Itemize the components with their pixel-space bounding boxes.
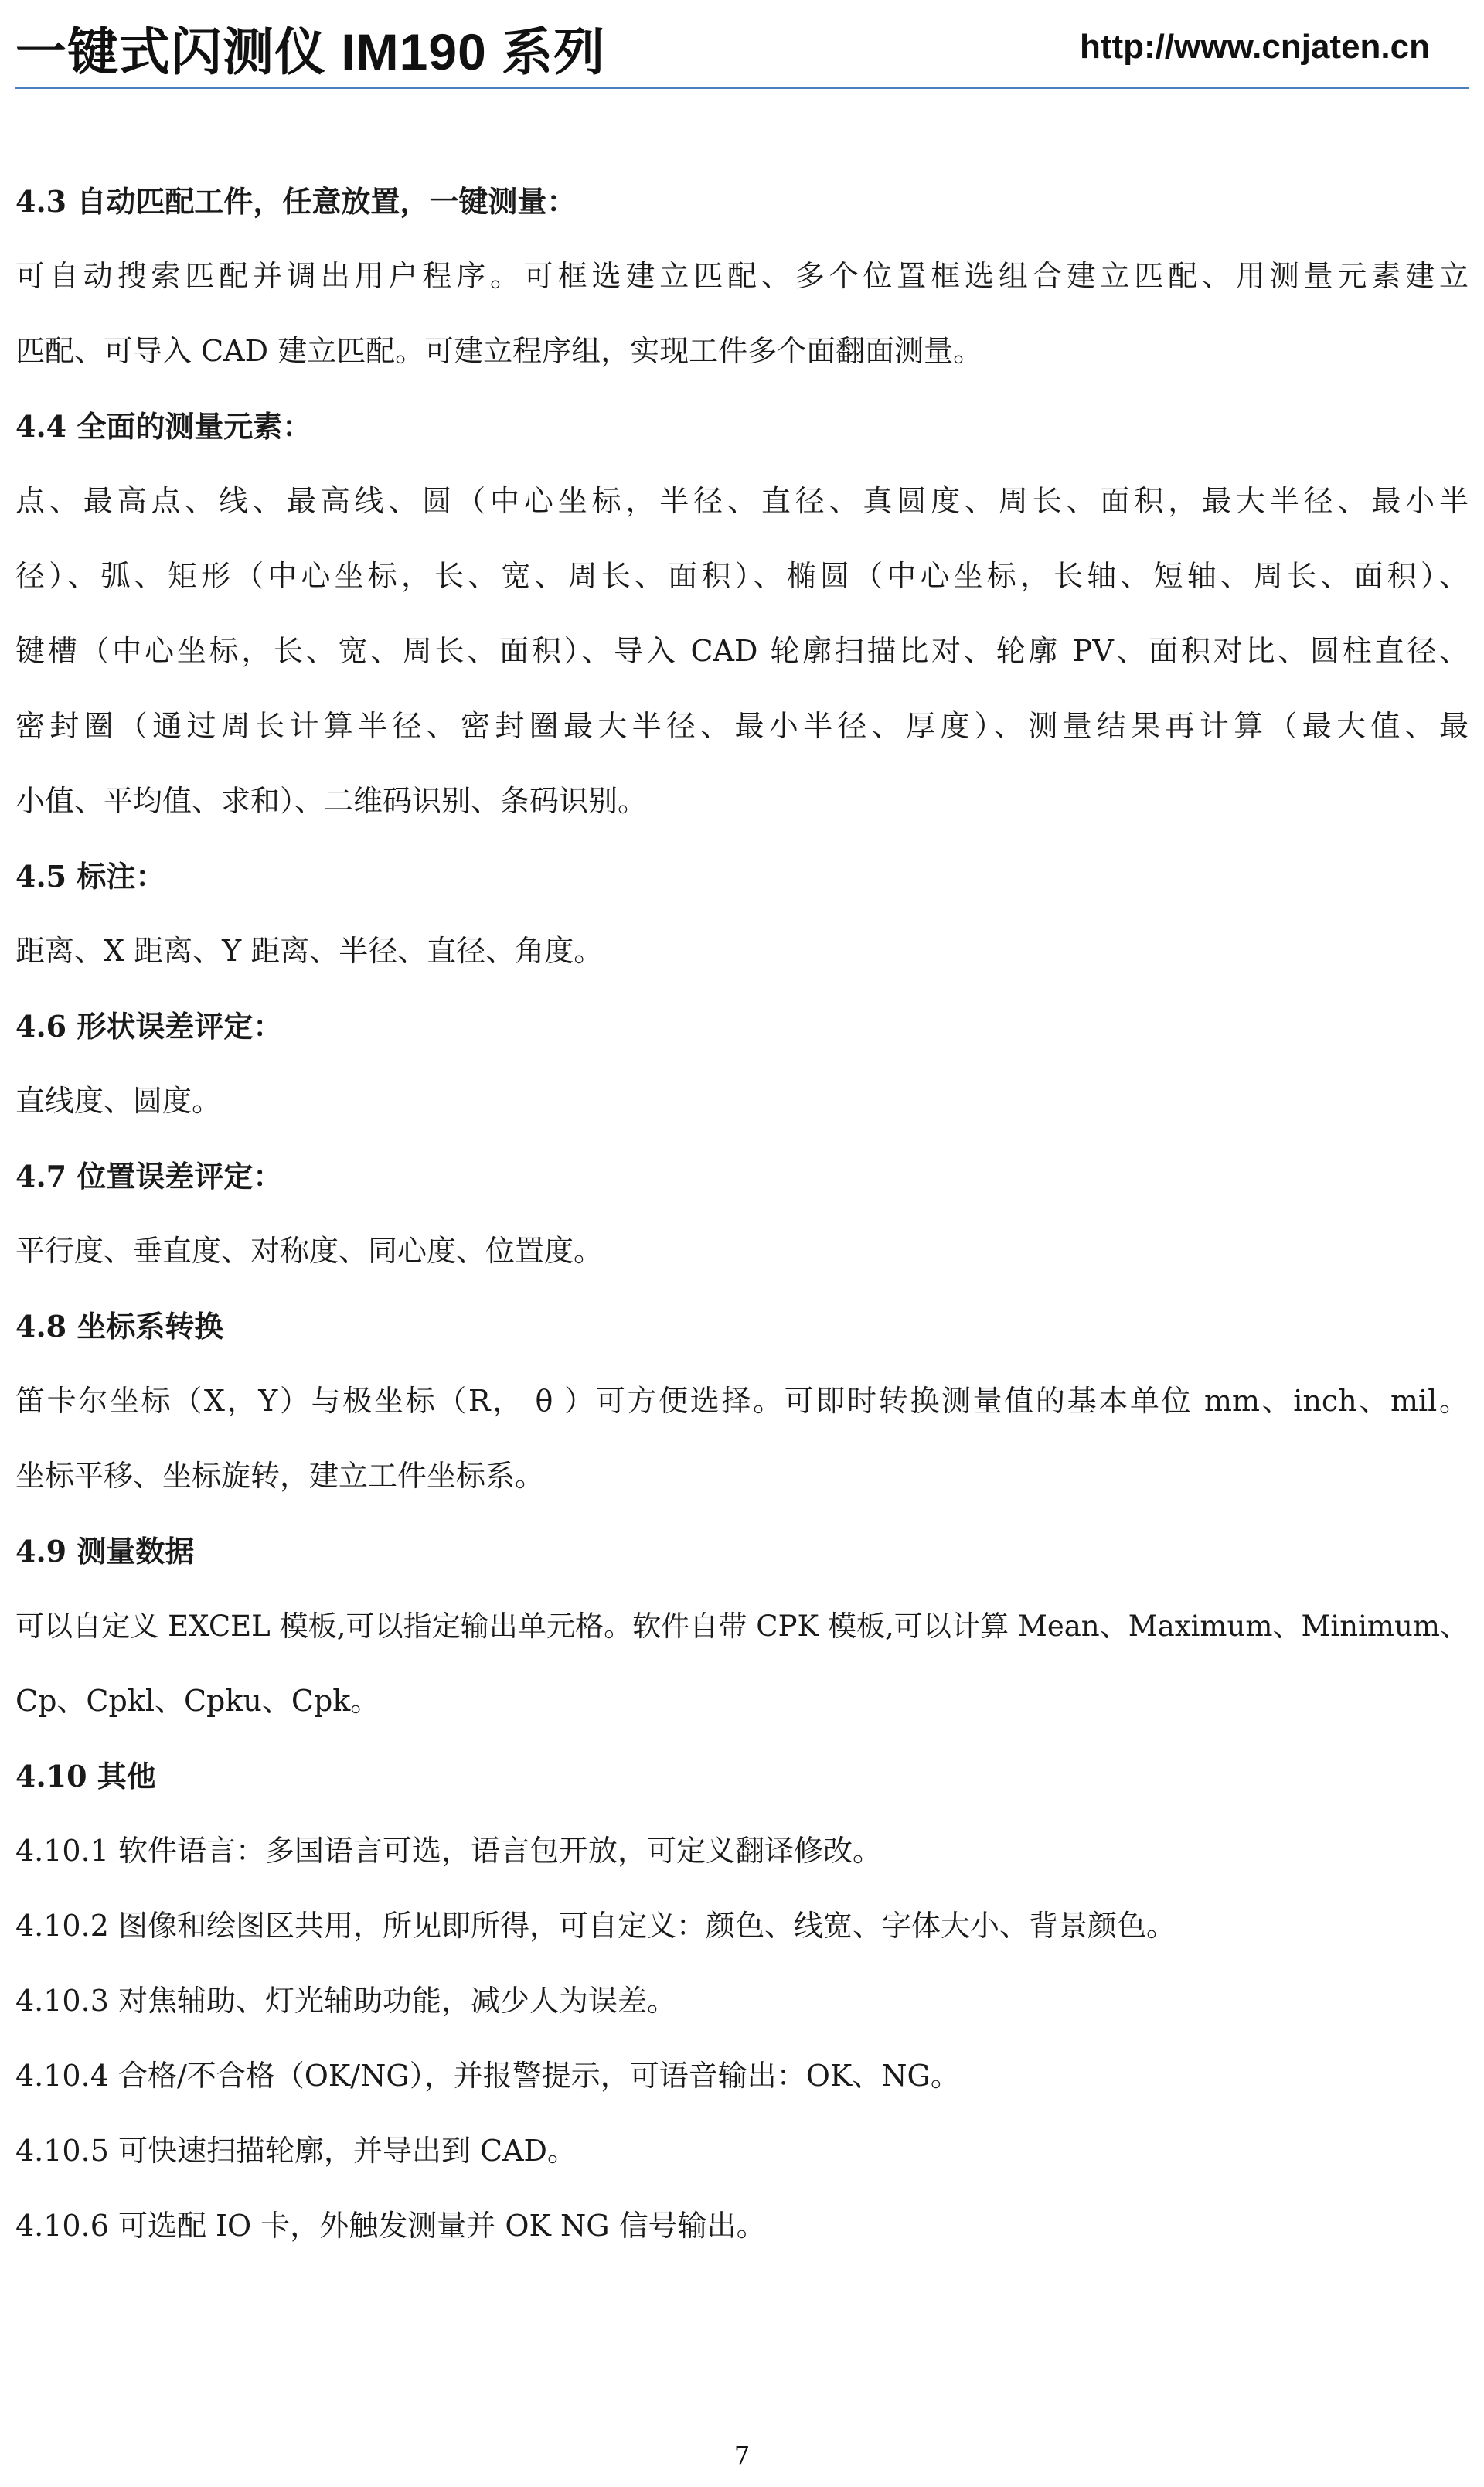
list-item: 4.10.2 图像和绘图区共用，所见即所得，可自定义：颜色、线宽、字体大小、背景颜色。 (15, 1909, 1176, 1943)
document-body (15, 164, 1469, 2264)
paragraph-line: 点、最高点、线、最高线、圆（中心坐标，半径、直径、真圆度、周长、面积，最大半径、最小半 (15, 484, 1469, 518)
section-4-6 (15, 989, 1469, 1139)
section-4-7 (15, 1139, 1469, 1289)
list-item: 4.10.3 对焦辅助、灯光辅助功能，减少人为误差。 (15, 1984, 676, 2018)
section-heading: 4.3 自动匹配工件，任意放置，一键测量： (15, 184, 577, 219)
paragraph-line: 键槽（中心坐标，长、宽、周长、面积）、导入 CAD 轮廓扫描比对、轮廓 PV、面积对比、圆柱直径、 (15, 634, 1469, 668)
paragraph-line: 笛卡尔坐标（X，Y）与极坐标（R， θ ）可方便选择。可即时转换测量值的基本单位 mm、inch、mil。 (15, 1384, 1469, 1418)
paragraph-line: 可以自定义 EXCEL 模板,可以指定输出单元格。软件自带 CPK 模板,可以计算 Mean、Maximum、Minimum、 (15, 1610, 1469, 1643)
paragraph-line: 坐标平移、坐标旋转，建立工件坐标系。 (15, 1459, 545, 1493)
section-heading: 4.4 全面的测量元素： (15, 409, 312, 444)
section-4-4 (15, 389, 1469, 839)
paragraph-line: 小值、平均值、求和）、二维码识别、条码识别。 (15, 784, 648, 818)
paragraph-line: 径）、弧、矩形（中心坐标，长、宽、周长、面积）、椭圆（中心坐标，长轴、短轴、周长、面积）、 (15, 559, 1469, 593)
section-4-10 (15, 1739, 1469, 2264)
section-4-8 (15, 1289, 1469, 1514)
section-4-9 (15, 1514, 1469, 1739)
section-heading: 4.5 标注： (15, 859, 165, 894)
section-heading: 4.10 其他 (15, 1759, 156, 1794)
page-number: 7 (733, 2441, 751, 2470)
paragraph-line: 直线度、圆度。 (15, 1084, 222, 1118)
paragraph-line: Cp、Cpkl、Cpku、Cpk。 (15, 1684, 380, 1718)
section-4-5 (15, 839, 1469, 989)
paragraph-line: 密封圈（通过周长计算半径、密封圈最大半径、最小半径、厚度）、测量结果再计算（最大值、最 (15, 709, 1469, 743)
section-heading: 4.8 坐标系转换 (15, 1309, 224, 1344)
page-header (15, 0, 1469, 89)
section-heading: 4.6 形状误差评定： (15, 1009, 283, 1044)
section-4-3 (15, 164, 1469, 389)
website-url: http://www.cnjaten.cn (1079, 28, 1430, 66)
section-heading: 4.7 位置误差评定： (15, 1159, 283, 1194)
paragraph-line: 可自动搜索匹配并调出用户程序。可框选建立匹配、多个位置框选组合建立匹配、用测量元素建立 (15, 259, 1469, 293)
paragraph-line: 距离、X 距离、Y 距离、半径、直径、角度。 (15, 934, 604, 968)
document-title: 一键式闪测仪 IM190 系列 (15, 23, 606, 80)
list-item: 4.10.1 软件语言：多国语言可选，语言包开放，可定义翻译修改。 (15, 1834, 882, 1868)
paragraph-line: 平行度、垂直度、对称度、同心度、位置度。 (15, 1234, 604, 1268)
list-item: 4.10.6 可选配 IO 卡，外触发测量并 OK NG 信号输出。 (15, 2209, 766, 2243)
section-heading: 4.9 测量数据 (15, 1534, 195, 1569)
list-item: 4.10.5 可快速扫描轮廓，并导出到 CAD。 (15, 2134, 577, 2168)
paragraph-line: 匹配、可导入 CAD 建立匹配。可建立程序组，实现工件多个面翻面测量。 (15, 334, 983, 368)
list-item: 4.10.4 合格/不合格（OK/NG），并报警提示，可语音输出：OK、NG。 (15, 2059, 960, 2093)
